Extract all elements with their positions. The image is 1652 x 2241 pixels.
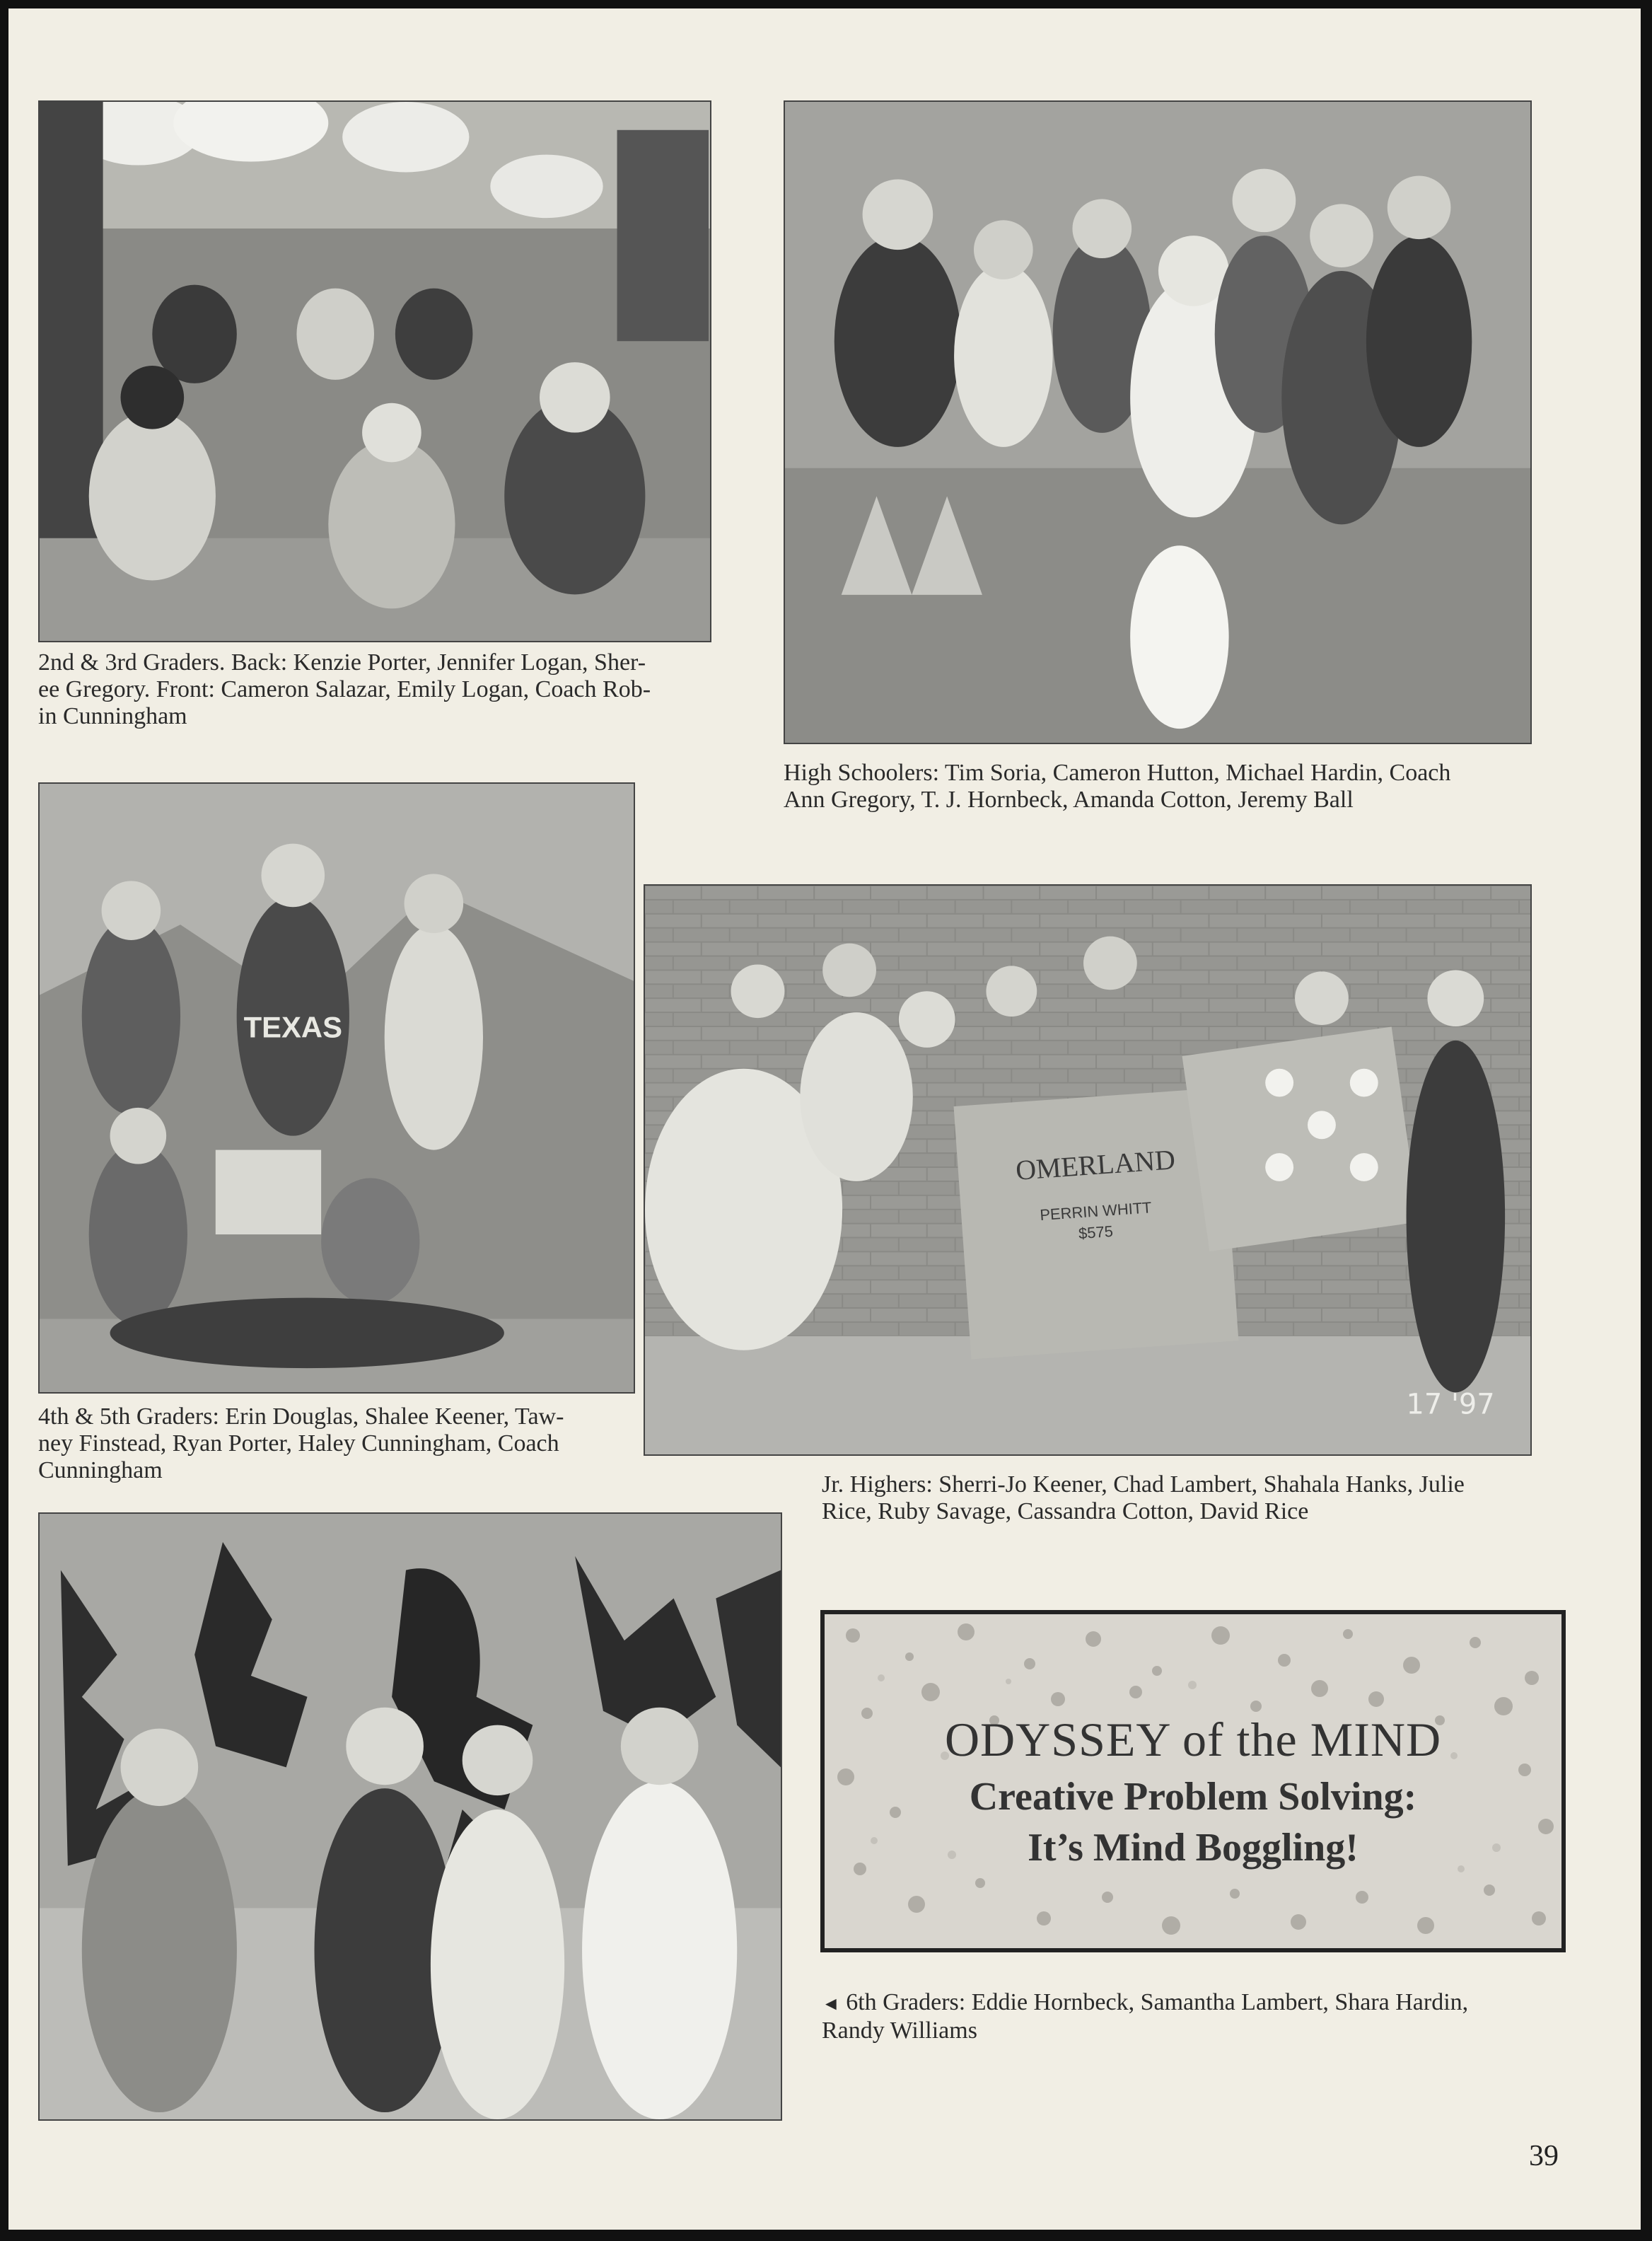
- sign-line-1: OMERLAND: [1014, 1144, 1177, 1186]
- caption-high-schoolers: High Schoolers: Tim Soria, Cameron Hutton, Michael Hardin, Coach Ann Gregory, T. J. Hornbeck, Amanda Cotton, Jeremy Ball: [784, 760, 1451, 813]
- yearbook-page: [8, 8, 1641, 2230]
- title-box: [820, 1610, 1566, 1952]
- sign-line-3: $575: [1078, 1222, 1114, 1243]
- photo-jr-highers: [644, 884, 1532, 1456]
- caption-6th-graders: ◄ 6th Graders: Eddie Hornbeck, Samantha Lambert, Shara Hardin, Randy Williams: [822, 1989, 1469, 2044]
- sign-line-2: PERRIN WHITT: [1039, 1198, 1153, 1224]
- date-stamp: 17 '97: [1406, 1388, 1495, 1421]
- caption-2nd-3rd-graders: 2nd & 3rd Graders. Back: Kenzie Porter, Jennifer Logan, Sher- ee Gregory. Front: Cameron Salazar, Emily Logan, Coach Rob- in Cunningham: [38, 649, 651, 729]
- title-subtitle-2: It’s Mind Boggling!: [1028, 1826, 1359, 1870]
- photo-high-schoolers: [784, 100, 1532, 744]
- photo-2nd-3rd-graders: [38, 100, 711, 642]
- photo-6th-graders: [38, 1512, 782, 2121]
- caption-jr-highers: Jr. Highers: Sherri-Jo Keener, Chad Lambert, Shahala Hanks, Julie Rice, Ruby Savage, Cassandra Cotton, David Rice: [822, 1471, 1465, 1524]
- left-arrow-icon: ◄: [822, 1993, 840, 2014]
- caption-4th-5th-graders: 4th & 5th Graders: Erin Douglas, Shalee Keener, Taw- ney Finstead, Ryan Porter, Haley Cunningham, Coach Cunningham: [38, 1403, 564, 1483]
- title-subtitle-1: Creative Problem Solving:: [969, 1775, 1417, 1819]
- shirt-text: TEXAS: [243, 1010, 342, 1044]
- photo-4th-5th-graders: [38, 782, 635, 1394]
- title-main: ODYSSEY of the MIND: [944, 1713, 1442, 1766]
- page-number: 39: [1529, 2140, 1559, 2172]
